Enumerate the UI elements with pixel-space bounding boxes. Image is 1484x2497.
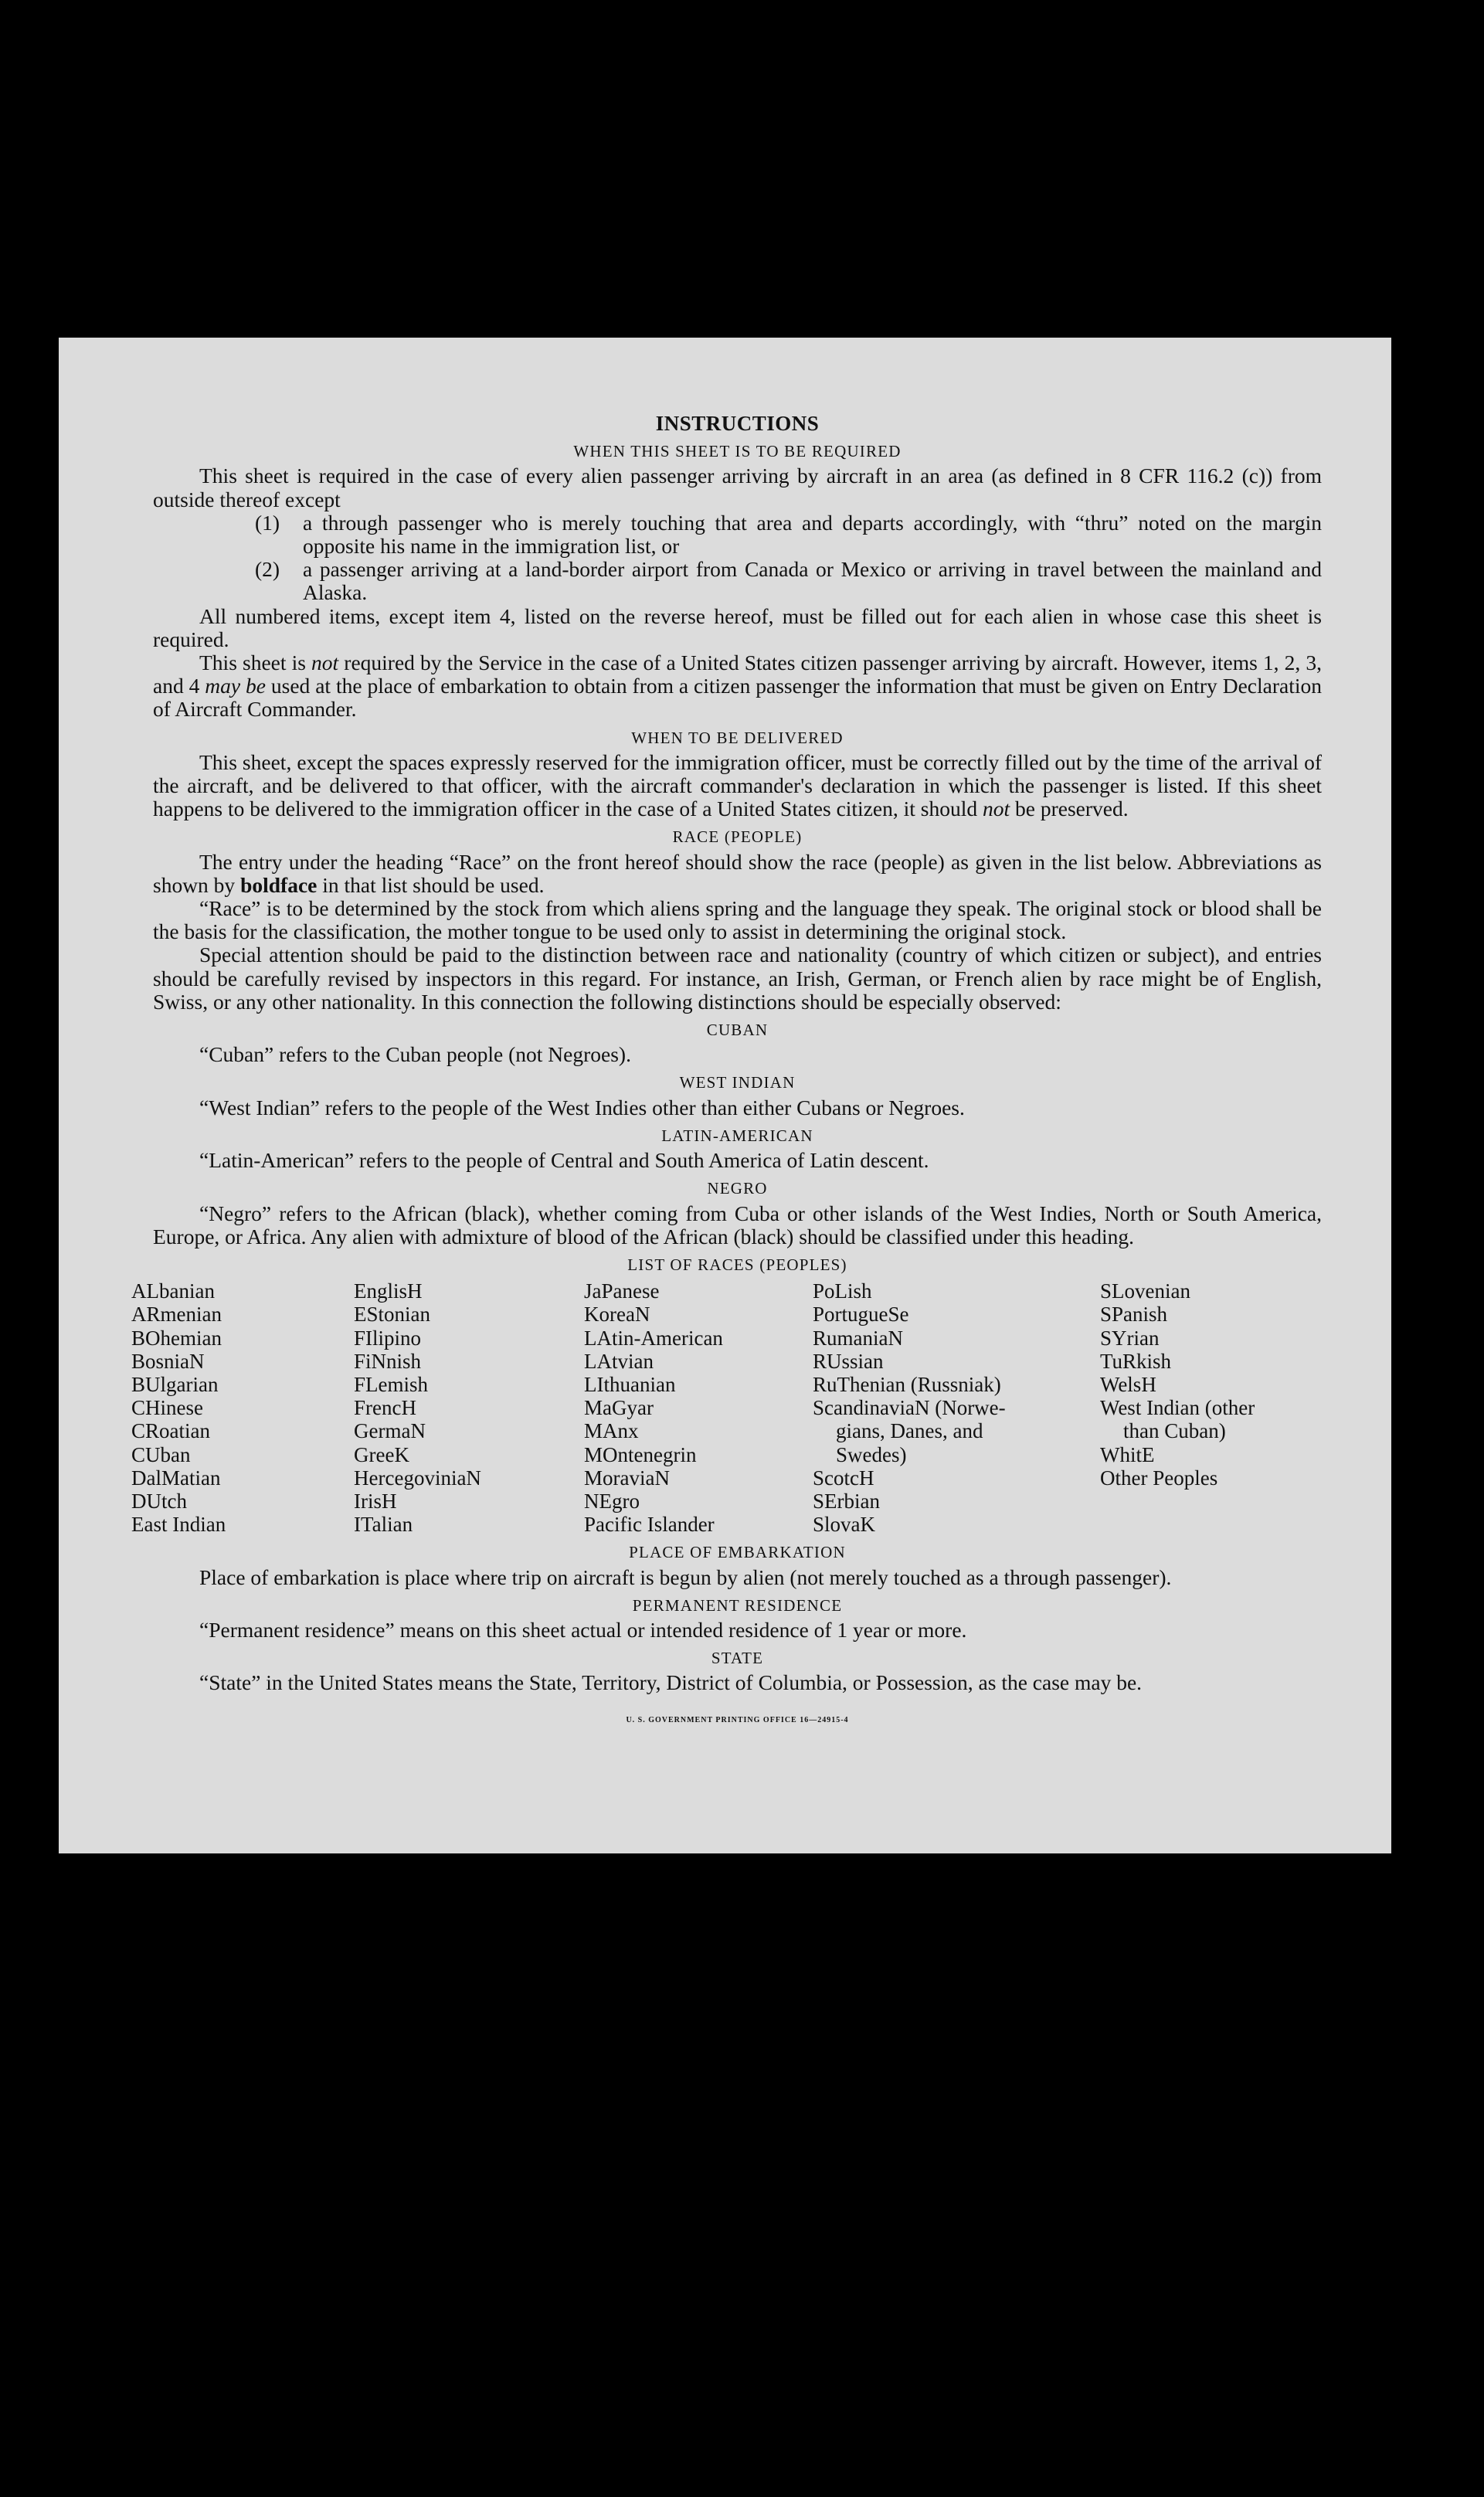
heading-list-of-races: LIST OF RACES (PEOPLES) (627, 1255, 847, 1274)
race-item: KoreaN (584, 1303, 650, 1327)
race-item: SLovenian (1100, 1279, 1190, 1303)
races-column-3 (584, 1279, 813, 1536)
race-item: ALbanian (131, 1279, 215, 1303)
race-item: RuThenian (Russniak) (813, 1372, 1001, 1396)
item-number: (2) (255, 557, 280, 582)
exception-item-1 (255, 511, 1322, 558)
paragraph-west-indian: “West Indian” refers to the people of the West Indies other than either Cubans or Negroes. (199, 1095, 965, 1119)
heading-when-delivered: WHEN TO BE DELIVERED (631, 728, 844, 747)
race-item: TuRkish (1100, 1349, 1172, 1373)
item-text: a through passenger who is merely touching that area and departs accordingly, with “thru” noted on the margin opposite his name in the immigration list, or (303, 510, 1322, 559)
exception-item-2 (255, 558, 1322, 604)
race-item: DalMatian (131, 1466, 221, 1490)
paragraph-race-entry: The entry under the heading “Race” on the front hereof should show the race (people) as given in the list below. Abbreviations as shown by boldface in that list should be used. (153, 849, 1322, 897)
race-item: WhitE (1100, 1442, 1155, 1466)
item-number: (1) (255, 510, 280, 535)
race-item: ScandinaviaN (Norwe- (813, 1396, 1006, 1420)
paragraph-delivered: This sheet, except the spaces expressly reserved for the immigration officer, must be correctly filled out by the time of the arrival of the aircraft, and be delivered to that officer, with the aircraft commander's declaration in which the passenger is listed. If this sheet happens to be delivered to the immigration officer in the case of a United States citizen, it should not be preserved. (153, 749, 1322, 821)
paragraph-race-nationality: Special attention should be paid to the distinction between race and nationality (country of which citizen or subject), and entries should be carefully revised by inspectors in this regard. For instance, an Irish, German, or French alien by race might be of English, Swiss, or any other nationality. In this connection the following distinctions should be especially observed: (153, 943, 1322, 1014)
race-item: JaPanese (584, 1279, 660, 1303)
race-item: FiNnish (354, 1349, 422, 1373)
paragraph-latin-american: “Latin-American” refers to the people of Central and South America of Latin descent. (199, 1148, 929, 1173)
race-item: BosniaN (131, 1349, 205, 1373)
printer-imprint: U. S. GOVERNMENT PRINTING OFFICE 16—24915-4 (626, 1715, 849, 1724)
race-item: CRoatian (131, 1419, 210, 1443)
race-item: DUtch (131, 1489, 187, 1513)
race-item-continued: than Cuban) (1123, 1419, 1226, 1443)
race-item: GreeK (354, 1442, 409, 1466)
heading-embarkation: PLACE OF EMBARKATION (629, 1543, 846, 1562)
race-item: LAtvian (584, 1349, 654, 1373)
race-item: BUlgarian (131, 1372, 219, 1396)
race-item: CUban (131, 1442, 191, 1466)
paragraph-citizen: This sheet is not required by the Service in the case of a United States citizen passenger arriving by aircraft. However, items 1, 2, 3, and 4 may be used at the place of embarkation to obtain from a citizen passenger the information that must be given on Entry Declaration of Aircraft Commander. (153, 651, 1322, 722)
race-item: MoraviaN (584, 1466, 670, 1490)
race-item: FrencH (354, 1396, 416, 1420)
race-item: PoLish (813, 1279, 872, 1303)
race-item: ITalian (354, 1513, 413, 1537)
races-column-1 (131, 1279, 354, 1536)
race-item: WelsH (1100, 1372, 1156, 1396)
race-item: MOntenegrin (584, 1442, 697, 1466)
race-item: FIlipino (354, 1326, 422, 1350)
heading-state: STATE (711, 1649, 764, 1668)
race-item: GermaN (354, 1419, 426, 1443)
races-list (131, 1279, 1322, 1537)
race-item-continued: gians, Danes, and (836, 1419, 983, 1443)
paragraph-race-stock: “Race” is to be determined by the stock from which aliens spring and the language they speak. The original stock or blood shall be the basis for the classification, the mother tongue to be used only to assist in determining the original stock. (153, 896, 1322, 944)
race-item: HercegoviniaN (354, 1466, 481, 1490)
race-item: EnglisH (354, 1279, 423, 1303)
paragraph-permanent-residence: “Permanent residence” means on this sheet actual or intended residence of 1 year or more. (199, 1617, 967, 1642)
heading-latin-american: LATIN-AMERICAN (661, 1126, 813, 1145)
item-text: a passenger arriving at a land-border airport from Canada or Mexico or arriving in travel between the mainland and Alaska. (303, 557, 1322, 605)
race-item: SErbian (813, 1489, 880, 1513)
races-column-5 (1100, 1279, 1309, 1536)
race-item: ScotcH (813, 1466, 874, 1490)
heading-negro: NEGRO (707, 1179, 768, 1198)
heading-west-indian: WEST INDIAN (679, 1073, 796, 1092)
heading-race: RACE (PEOPLE) (672, 827, 803, 847)
race-item: EStonian (354, 1303, 430, 1327)
race-item: MaGyar (584, 1396, 654, 1420)
race-item: SYrian (1100, 1326, 1160, 1350)
instruction-sheet (59, 338, 1391, 1853)
race-item: ARmenian (131, 1303, 222, 1327)
race-item: IrisH (354, 1489, 397, 1513)
race-item: MAnx (584, 1419, 639, 1443)
race-item: Pacific Islander (584, 1513, 715, 1537)
heading-cuban: CUBAN (706, 1021, 769, 1040)
race-item: West Indian (other (1100, 1396, 1255, 1420)
race-item: Other Peoples (1100, 1466, 1218, 1490)
paragraph-negro: “Negro” refers to the African (black), whether coming from Cuba or other islands of the West Indies, North or South America, Europe, or Africa. Any alien with admixture of blood of the African (black) should be classified under this heading. (153, 1201, 1322, 1248)
race-item: SlovaK (813, 1513, 875, 1537)
heading-permanent-residence: PERMANENT RESIDENCE (632, 1595, 843, 1615)
paragraph-cuban: “Cuban” refers to the Cuban people (not Negroes). (199, 1042, 631, 1067)
races-column-4 (813, 1279, 1100, 1536)
race-item: SPanish (1100, 1303, 1168, 1327)
race-item: NEgro (584, 1489, 640, 1513)
paragraph-numbered-items: All numbered items, except item 4, listed on the reverse hereof, must be filled out for each alien in whose case this sheet is required. (153, 603, 1322, 651)
race-item: RumaniaN (813, 1326, 903, 1350)
race-item: LAtin-American (584, 1326, 723, 1350)
race-item-continued: Swedes) (836, 1442, 907, 1466)
race-item: East Indian (131, 1513, 226, 1537)
race-item: BOhemian (131, 1326, 222, 1350)
paragraph-required: This sheet is required in the case of every alien passenger arriving by aircraft in an area (as defined in 8 CFR 116.2 (c)) from outside thereof except (153, 464, 1322, 511)
races-column-2 (354, 1279, 584, 1536)
race-item: CHinese (131, 1396, 203, 1420)
page-title: INSTRUCTIONS (655, 412, 820, 435)
race-item: FLemish (354, 1372, 429, 1396)
race-item: PortugueSe (813, 1303, 909, 1327)
paragraph-embarkation: Place of embarkation is place where trip on aircraft is begun by alien (not merely touched as a through passenger). (199, 1564, 1172, 1589)
race-item: RUssian (813, 1349, 884, 1373)
paragraph-state: “State” in the United States means the State, Territory, District of Columbia, or Possession, as the case may be. (199, 1670, 1143, 1695)
race-item: LIthuanian (584, 1372, 676, 1396)
heading-when-required: WHEN THIS SHEET IS TO BE REQUIRED (573, 442, 902, 461)
